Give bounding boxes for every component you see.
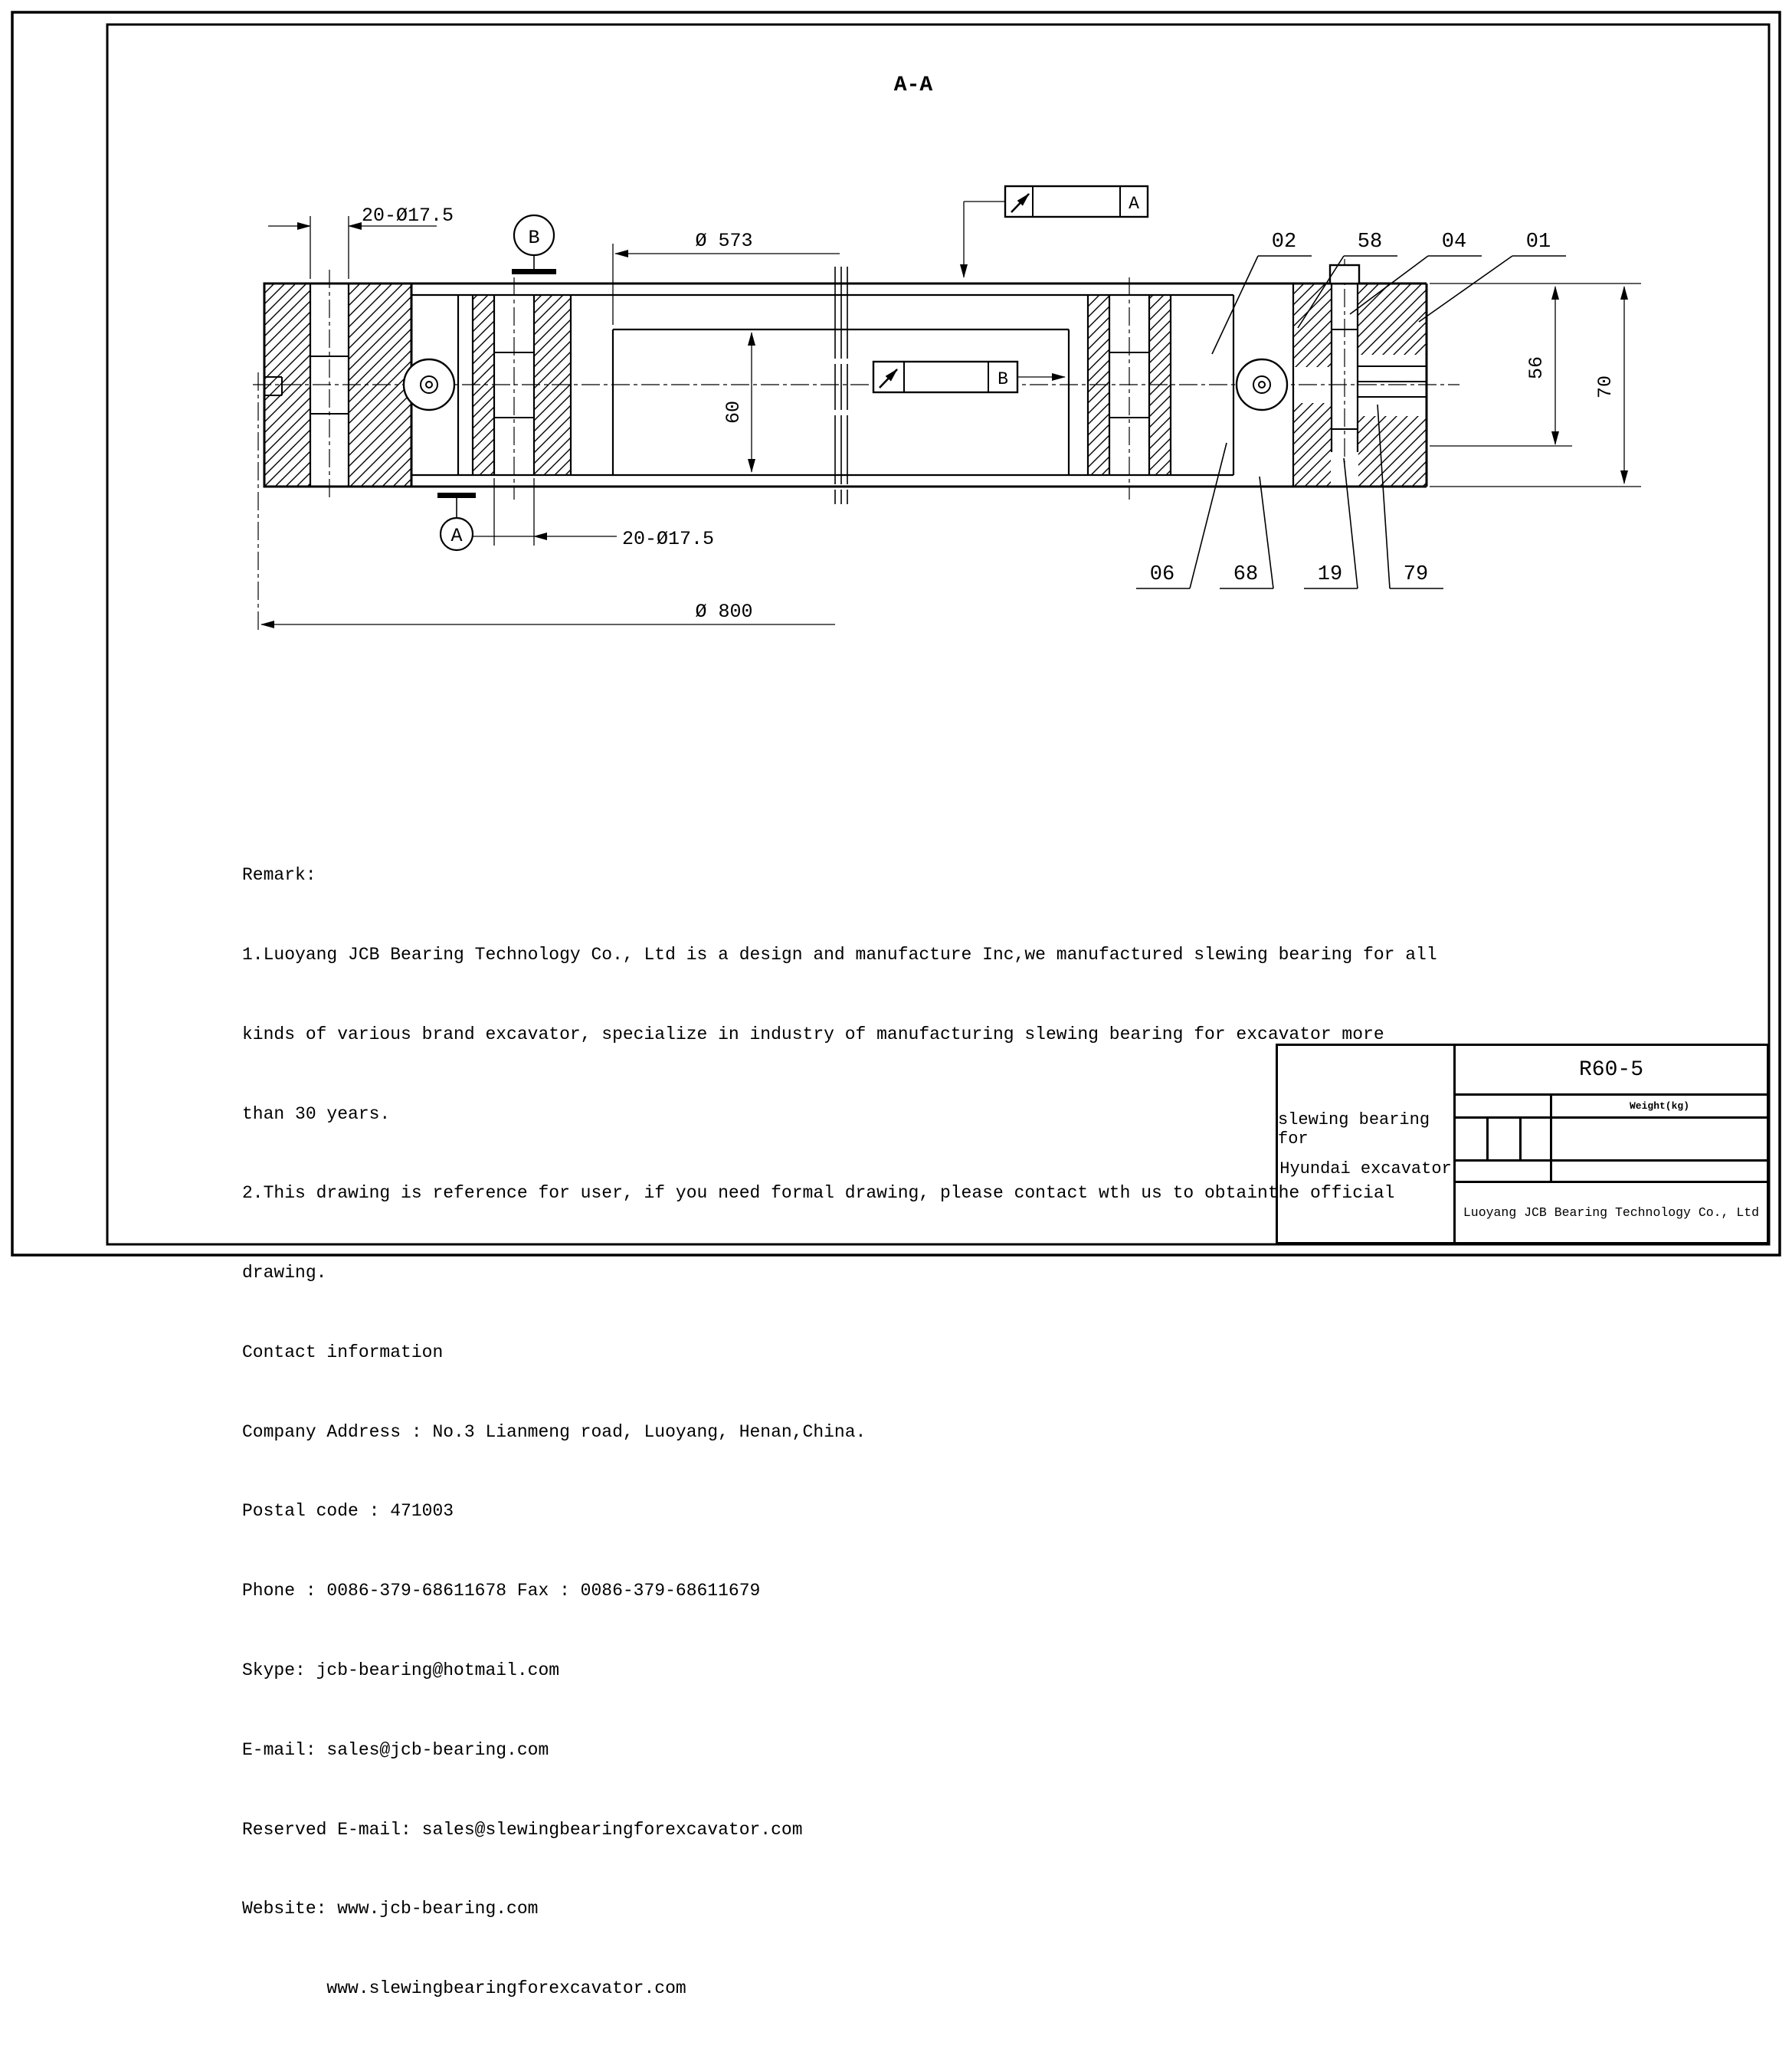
dimension-bolt-holes-top bbox=[268, 205, 454, 279]
dim-inner-dia-label: Ø 573 bbox=[695, 230, 753, 252]
dimension-total-height bbox=[1430, 284, 1641, 487]
callout-label: 01 bbox=[1525, 231, 1551, 254]
remark-block bbox=[242, 809, 1437, 2055]
part-description-line2: Hyundai excavator bbox=[1279, 1159, 1452, 1178]
datum-a bbox=[437, 493, 476, 550]
dim-bolt-bottom-label: 20-Ø17.5 bbox=[622, 528, 715, 550]
outer-ring-right-section bbox=[1293, 265, 1426, 487]
centerlines bbox=[253, 259, 1459, 633]
dim-total-height-label: 70 bbox=[1594, 375, 1617, 399]
remark-line: Reserved E-mail: sales@slewingbearingforexcavator.com bbox=[242, 1819, 803, 1840]
callout-label: 06 bbox=[1149, 563, 1175, 586]
remark-line: www.slewingbearingforexcavator.com bbox=[242, 1978, 686, 1999]
callout-68 bbox=[1220, 477, 1273, 588]
datum-a-label: A bbox=[450, 525, 463, 547]
remark-line: drawing. bbox=[242, 1263, 327, 1283]
remark-line: Postal code : 471003 bbox=[242, 1501, 454, 1522]
dimension-bore-height bbox=[722, 333, 752, 472]
remark-line: Remark: bbox=[242, 865, 316, 886]
remark-line: Contact information bbox=[242, 1342, 444, 1362]
weight-label-cell: Weight(kg) bbox=[1629, 1100, 1689, 1112]
callout-label: 02 bbox=[1271, 231, 1297, 254]
dim-bore-height-label: 60 bbox=[722, 400, 745, 424]
company-cell: Luoyang JCB Bearing Technology Co., Ltd bbox=[1463, 1205, 1760, 1220]
remark-line: than 30 years. bbox=[242, 1103, 391, 1124]
remark-line: 2.This drawing is reference for user, if you need formal drawing, please contact wth us to obtainthe official bbox=[242, 1183, 1395, 1204]
title-block bbox=[1276, 1044, 1769, 1244]
section-label: A-A bbox=[893, 74, 933, 97]
datum-b-label: B bbox=[528, 227, 540, 249]
grease-fitting bbox=[1330, 265, 1359, 284]
remark-line: 1.Luoyang JCB Bearing Technology Co., Ltd is a design and manufacture Inc,we manufactured slewing bearing for all bbox=[242, 944, 1437, 965]
dimension-inner-diameter bbox=[613, 230, 840, 325]
runout-frame-a-ref: A bbox=[1129, 194, 1139, 214]
part-description-cell bbox=[1278, 1046, 1456, 1242]
remark-line: E-mail: sales@jcb-bearing.com bbox=[242, 1739, 549, 1760]
runout-frame-a bbox=[964, 186, 1148, 277]
empty-cell bbox=[1456, 1162, 1552, 1181]
dimension-outer-diameter bbox=[261, 601, 835, 624]
ball-left bbox=[404, 359, 454, 410]
remark-line: Company Address : No.3 Lianmeng road, Luoyang, Henan,China. bbox=[242, 1421, 867, 1442]
remark-line: Website: www.jcb-bearing.com bbox=[242, 1899, 539, 1919]
runout-frame-b bbox=[873, 362, 1065, 392]
callout-label: 68 bbox=[1233, 563, 1259, 586]
break-lines bbox=[835, 267, 847, 504]
remark-line: Skype: jcb-bearing@hotmail.com bbox=[242, 1660, 560, 1680]
dim-inner-ring-height-label: 56 bbox=[1525, 356, 1548, 380]
callout-label: 58 bbox=[1357, 231, 1383, 254]
title-row-3 bbox=[1456, 1119, 1767, 1162]
title-row-4 bbox=[1456, 1162, 1767, 1183]
empty-cell bbox=[1489, 1119, 1522, 1159]
model-cell: R60-5 bbox=[1456, 1046, 1767, 1096]
empty-cell bbox=[1522, 1119, 1552, 1159]
dim-bolt-top-label: 20-Ø17.5 bbox=[362, 205, 454, 227]
runout-frame-b-ref: B bbox=[998, 369, 1008, 389]
dimension-bolt-holes-bottom bbox=[473, 478, 714, 550]
callout-label: 79 bbox=[1403, 563, 1429, 586]
dimension-inner-ring-height bbox=[1430, 287, 1572, 446]
callout-01 bbox=[1419, 231, 1566, 322]
empty-cell bbox=[1456, 1096, 1552, 1116]
ball-right bbox=[1237, 359, 1287, 410]
title-block-grid bbox=[1456, 1046, 1767, 1242]
remark-line: kinds of various brand excavator, specialize in industry of manufacturing slewing bearing for excavator more bbox=[242, 1024, 1384, 1044]
datum-b bbox=[512, 215, 556, 274]
callout-label: 04 bbox=[1441, 231, 1467, 254]
callout-label: 19 bbox=[1317, 563, 1343, 586]
part-description-line1: slewing bearing for bbox=[1278, 1109, 1430, 1149]
title-row-2 bbox=[1456, 1096, 1767, 1119]
dim-outer-dia-label: Ø 800 bbox=[695, 601, 753, 623]
remark-line: Phone : 0086-379-68611678 Fax : 0086-379-68611679 bbox=[242, 1581, 761, 1601]
empty-cell bbox=[1456, 1119, 1489, 1159]
